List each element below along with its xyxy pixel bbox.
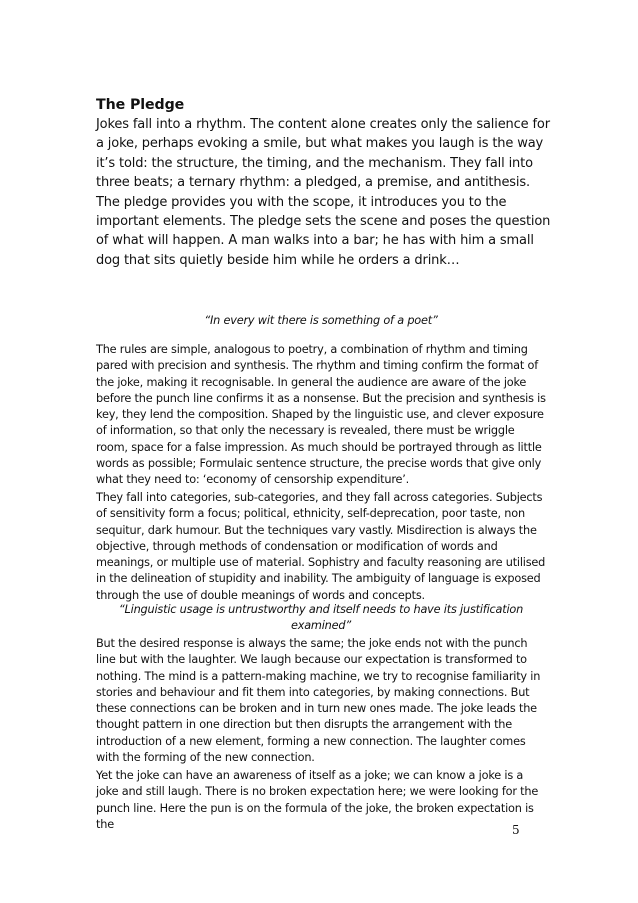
epigraph-quote-wit: “In every wit there is something of a poet” (204, 314, 438, 327)
epigraph-quote-linguistic: “Linguistic usage is untrustworthy and itself needs to have its justification examined” (118, 603, 524, 632)
body-paragraph-awareness: Yet the joke can have an awareness of itself as a joke; we can know a joke is a joke and still laugh. There is no broken expectation here; we were looking for the punch line. Here the pun is on the formula of the joke, the broken expectation is the (96, 769, 539, 831)
section-title: The Pledge (96, 97, 185, 113)
body-paragraph-categories: They fall into categories, sub-categories, and they fall across categories. Subjects of sensitivity form a focus; political, ethnicity, self-deprecation, poor taste, non sequitur, dark humour. But the techniques vary vastly. Misdirection is always the objective, through methods of condensation or modification of words and meanings, or multiple use of material. Sophistry and faculty reasoning are utilised in the delineation of stupidity and inability. The ambiguity of language is exposed through the use of double meanings of words and concepts. (96, 491, 546, 602)
page-number: 5 (512, 823, 520, 837)
body-paragraph-rules: The rules are simple, analogous to poetry, a combination of rhythm and timing pared with precision and synthesis. The rhythm and timing confirm the format of the joke, making it recognisable. In general the audience are aware of the joke before the punch line confirms it as a nonsense. But the precision and synthesis is key, they lend the composition. Shaped by the linguistic use, and clever exposure of information, so that only the necessary is revealed, there must be wriggle room, space for a false impression. As much should be portrayed through as little words as possible; Formulaic sentence structure, the precise words that give only what they need to: ‘economy of censorship expenditure’. (96, 343, 546, 487)
intro-paragraph: Jokes fall into a rhythm. The content alone creates only the salience for a joke, perhaps evoking a smile, but what makes you laugh is the way it’s told: the structure, the timing, and the mechanism. They fall into three beats; a ternary rhythm: a pledged, a premise, and antithesis. The pledge provides you with the scope, it introduces you to the important elements. The pledge sets the scene and poses the question of what will happen. A man walks into a bar; he has with him a small dog that sits quietly beside him while he orders a drink… (96, 117, 551, 268)
body-paragraph-response: But the desired response is always the same; the joke ends not with the punch line but with the laughter. We laugh because our expectation is transformed to nothing. The mind is a pattern-making machine, we try to recognise familiarity in stories and behaviour and fit them into categories, by making connections. But these connections can be broken and in turn new ones made. The joke leads the thought pattern in one direction but then disrupts the arrangement with the introduction of a new element, forming a new connection. The laughter comes with the forming of the new connection. (96, 637, 541, 765)
